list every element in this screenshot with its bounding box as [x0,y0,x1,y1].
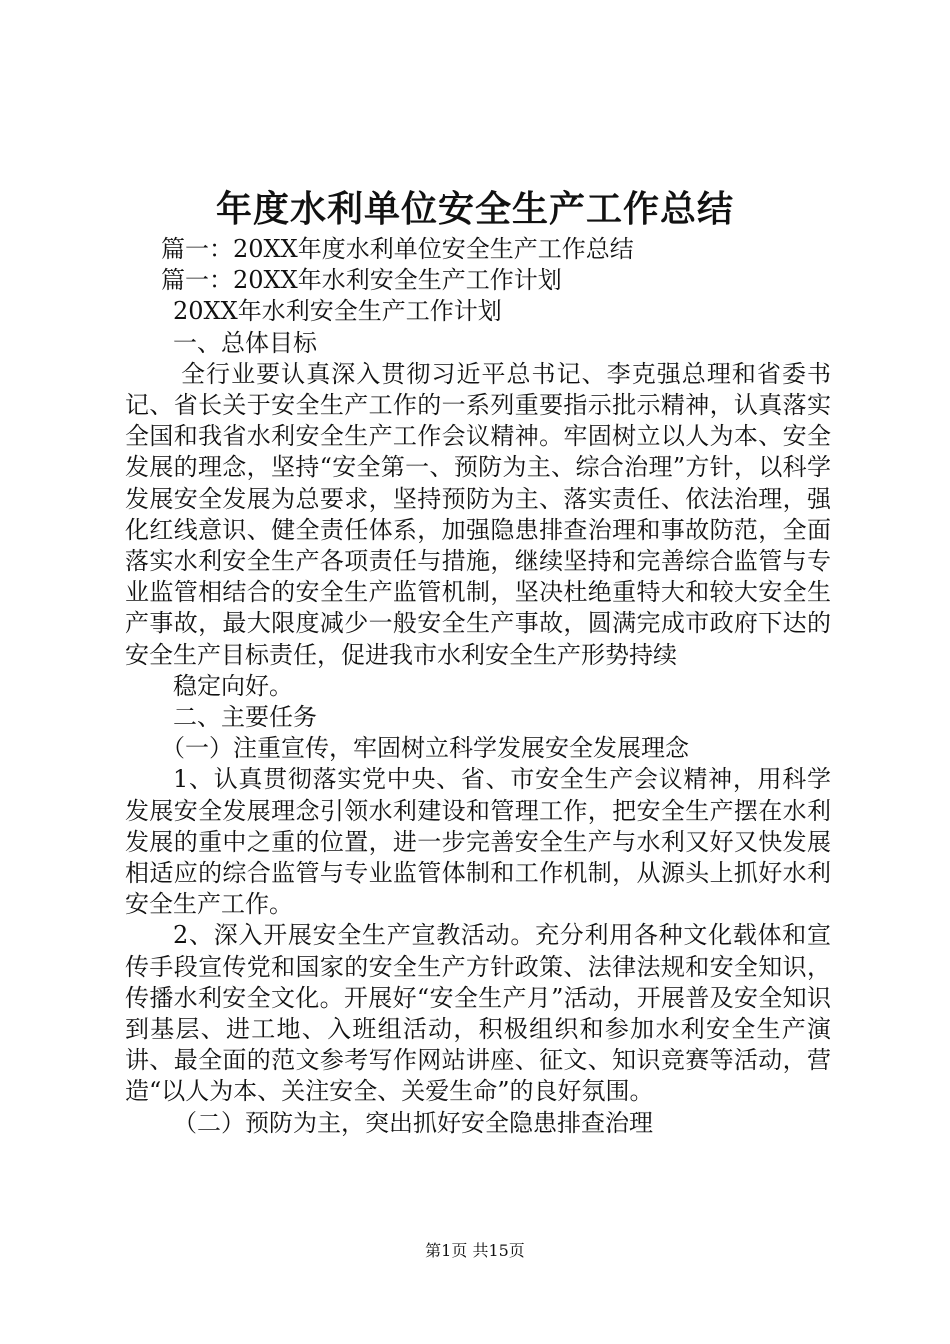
document-body [125,234,831,1139]
page-footer: 第1页 共15页 [425,1241,525,1260]
line-heading-2: 篇一：20XX年水利安全生产工作计划 [161,266,562,295]
subsection-heading-2: （二）预防为主，突出抓好安全隐患排查治理 [173,1108,653,1137]
section-heading-tasks: 二、主要任务 [173,703,317,732]
line-plan-title: 20XX年水利安全生产工作计划 [173,297,502,326]
subsection-heading-1: （一）注重宣传，牢固树立科学发展安全发展理念 [161,734,689,763]
paragraph-task-1: 1、认真贯彻落实党中央、省、市安全生产会议精神，用科学发展安全发展理念引领水利建设和管理工作，把安全生产摆在水利发展的重中之重的位置，进一步完善安全生产与水利又好又快发展相适应的综合监管与专业监管体制和工作机制，从源头上抓好水利安全生产工作。 [125,765,831,919]
paragraph-task-2: 2、深入开展安全生产宣教活动。充分利用各种文化载体和宣传手段宣传党和国家的安全生产方针政策、法律法规和安全知识，传播水利安全文化。开展好“安全生产月”活动，开展普及安全知识到基层、进工地、入班组活动，积极组织和参加水利安全生产演讲、最全面的范文参考写作网站讲座、征文、知识竞赛等活动，营造“以人为本、关注安全、关爱生命”的良好氛围。 [125,921,831,1106]
line-stable: 稳定向好。 [173,671,293,700]
section-heading-goal: 一、总体目标 [173,328,317,357]
paragraph-goal: 全行业要认真深入贯彻习近平总书记、李克强总理和省委书记、省长关于安全生产工作的一系列重要指示批示精神，认真落实全国和我省水利安全生产工作会议精神。牢固树立以人为本、安全发展的理念，坚持“安全第一、预防为主、综合治理”方针，以科学发展安全发展为总要求，坚持预防为主、落实责任、依法治理，强化红线意识、健全责任体系，加强隐患排查治理和事故防范，全面落实水利安全生产各项责任与措施，继续坚持和完善综合监管与专业监管相结合的安全生产监管机制，坚决杜绝重特大和较大安全生产事故，最大限度减少一般安全生产事故，圆满完成市政府下达的安全生产目标责任，促进我市水利安全生产形势持续 [125,359,831,669]
document-title: 年度水利单位安全生产工作总结 [215,188,734,230]
line-heading-1: 篇一：20XX年度水利单位安全生产工作总结 [161,235,634,263]
